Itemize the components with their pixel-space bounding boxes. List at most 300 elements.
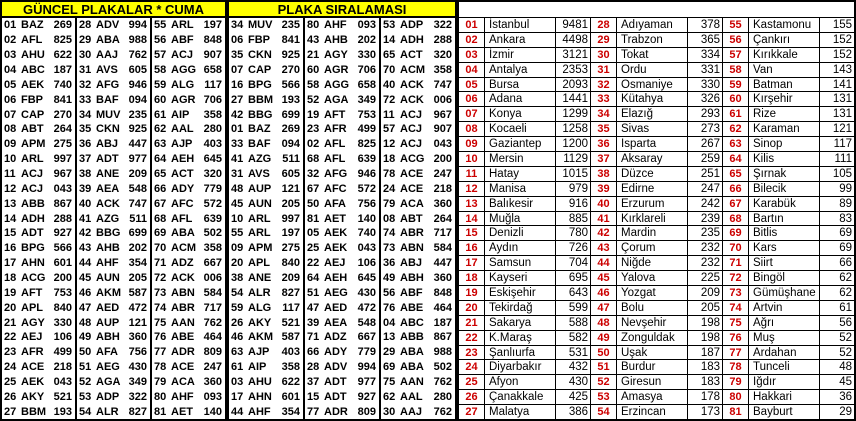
province-rank-number: 29	[591, 33, 617, 47]
province-rank-number: 12	[459, 182, 485, 196]
province-name: Şırnak	[749, 167, 820, 181]
province-plate-count: 695	[568, 272, 588, 285]
province-name: Uşak	[617, 346, 688, 360]
plate-letter-serial: ADY	[324, 346, 348, 359]
province-rank-number: 24	[459, 360, 485, 374]
plate-province-code: 67	[154, 197, 167, 210]
plate-row	[305, 241, 379, 256]
province-name: Karaman	[749, 122, 820, 136]
plate-province-code: 70	[383, 64, 396, 76]
plate-number-serial: 601	[53, 257, 72, 270]
plate-row	[381, 122, 455, 137]
province-rank-number: 37	[591, 152, 617, 166]
province-name: Muş	[749, 331, 820, 345]
province-plate-count: 885	[568, 212, 588, 225]
plate-row	[381, 137, 455, 152]
plate-number-serial: 043	[357, 242, 376, 255]
province-plate-count: 251	[700, 167, 720, 180]
plate-row	[152, 181, 225, 196]
province-plate-count: 2353	[562, 63, 588, 76]
province-plate-count: 141	[832, 78, 852, 91]
plate-letter-serial: AAN	[400, 376, 424, 389]
plate-province-code: 25	[307, 242, 320, 255]
plate-row	[381, 404, 455, 419]
province-plate-count: 1129	[563, 152, 588, 165]
province-rank-row	[723, 301, 854, 316]
province-name: Kütahya	[617, 92, 688, 106]
plate-province-code: 55	[231, 227, 244, 240]
plate-letter-serial: AAN	[171, 316, 195, 329]
plate-number-serial: 717	[433, 227, 452, 240]
plate-number-serial: 988	[433, 346, 452, 359]
province-name: Nevşehir	[617, 316, 688, 330]
plate-number-serial: 043	[53, 376, 72, 389]
plate-row	[2, 345, 75, 360]
plate-province-code: 68	[307, 153, 320, 166]
plate-province-code: 29	[79, 34, 92, 47]
plate-province-code: 75	[154, 316, 167, 329]
plate-letter-serial: CAP	[248, 64, 272, 76]
plate-letter-serial: AGY	[324, 49, 348, 62]
plate-province-code: 12	[4, 182, 17, 195]
plate-row	[381, 92, 455, 107]
plate-letter-serial: ACJ	[400, 108, 423, 121]
plate-province-code: 65	[154, 168, 167, 181]
plate-province-code: 67	[307, 182, 320, 195]
plate-province-code: 15	[307, 390, 320, 403]
plate-row	[2, 285, 75, 300]
province-rank-row	[459, 107, 590, 122]
province-name: Bursa	[485, 78, 556, 92]
plate-letter-serial: ACE	[21, 361, 45, 374]
plate-province-code: 60	[154, 93, 167, 106]
plate-province-code: 63	[154, 138, 167, 151]
plate-row	[305, 404, 379, 419]
plate-row	[152, 285, 225, 300]
plate-number-serial: 235	[128, 108, 147, 121]
province-name: Şanlıurfa	[485, 346, 556, 360]
plate-number-serial: 841	[53, 93, 72, 106]
plate-number-serial: 235	[281, 19, 300, 32]
plate-row	[305, 33, 379, 48]
province-plate-count: 259	[700, 152, 720, 165]
plate-letter-serial: ADP	[400, 19, 424, 32]
province-rank-row	[459, 167, 590, 182]
plate-row	[381, 211, 455, 226]
province-plate-count: 780	[568, 227, 588, 240]
plate-number-serial: 740	[357, 227, 376, 240]
plate-number-serial: 756	[357, 197, 376, 210]
plate-row	[2, 137, 75, 152]
province-rank-column	[591, 18, 723, 419]
plate-row	[2, 256, 75, 271]
plate-letter-serial: AVS	[248, 168, 270, 181]
plate-number-serial: 193	[281, 93, 300, 106]
province-rank-row	[723, 331, 854, 346]
province-name: Bilecik	[749, 182, 820, 196]
plate-row	[381, 18, 455, 33]
plate-number-serial: 288	[433, 34, 452, 47]
plate-row	[2, 375, 75, 390]
province-rank-number: 26	[459, 390, 485, 404]
province-rank-number: 61	[723, 107, 749, 121]
province-rank-number: 23	[459, 346, 485, 360]
plate-row	[381, 285, 455, 300]
plate-letter-serial: AUN	[248, 197, 272, 210]
plate-row	[152, 63, 225, 78]
plate-letter-serial: AKY	[248, 316, 272, 329]
province-rank-row	[591, 360, 722, 375]
plate-province-code: 42	[231, 108, 244, 121]
plate-number-serial: 762	[433, 405, 452, 418]
plate-letter-serial: AEK	[21, 376, 45, 389]
province-rank-number: 50	[591, 346, 617, 360]
plate-letter-serial: ADZ	[324, 331, 347, 344]
plate-province-code: 16	[231, 78, 244, 91]
plate-number-serial: 209	[281, 272, 300, 285]
plate-province-code: 09	[231, 242, 244, 255]
province-rank-number: 33	[591, 92, 617, 106]
province-rank-number: 74	[723, 301, 749, 315]
plate-province-code: 28	[307, 361, 320, 374]
plate-row	[77, 48, 150, 63]
plate-province-code: 37	[79, 153, 92, 166]
province-plate-count: 131	[832, 93, 852, 106]
province-rank-number: 76	[723, 331, 749, 345]
plate-letter-serial: ADT	[21, 227, 44, 240]
plate-ranking-panel	[229, 2, 459, 419]
province-plate-count: 531	[568, 346, 588, 359]
plate-number-serial: 756	[128, 346, 147, 359]
plate-letter-serial: ADH	[21, 212, 45, 225]
plate-number-serial: 358	[203, 242, 222, 255]
plate-province-code: 80	[307, 19, 320, 32]
plate-province-code: 56	[154, 34, 167, 47]
plate-row	[2, 152, 75, 167]
province-rank-row	[591, 226, 722, 241]
plate-row	[381, 271, 455, 286]
plate-row	[229, 375, 303, 390]
province-rank-row	[591, 152, 722, 167]
plate-province-code: 46	[231, 331, 244, 344]
plate-letter-serial: AHU	[248, 376, 272, 389]
province-rank-number: 44	[591, 256, 617, 270]
plate-letter-serial: AEH	[324, 272, 348, 285]
province-rank-row	[591, 241, 722, 256]
plate-letter-serial: AFA	[96, 346, 118, 359]
plate-letter-serial: ADY	[171, 182, 195, 195]
plate-row	[2, 18, 75, 33]
plate-row	[381, 167, 455, 182]
plate-number-serial: 645	[357, 272, 376, 285]
plate-province-code: 25	[4, 376, 17, 389]
plate-number-serial: 521	[53, 390, 72, 403]
plate-province-code: 57	[154, 49, 167, 62]
plate-number-serial: 997	[281, 212, 300, 225]
plate-row	[77, 18, 150, 33]
plate-row	[2, 360, 75, 375]
province-rank-number: 53	[591, 390, 617, 404]
plate-row	[305, 211, 379, 226]
plate-province-code: 13	[383, 331, 396, 344]
plate-letter-serial: ACM	[171, 242, 197, 255]
plate-letter-serial: ACK	[400, 93, 424, 106]
plate-row	[2, 300, 75, 315]
plate-number-serial: 197	[281, 227, 300, 240]
province-rank-number: 77	[723, 346, 749, 360]
province-plate-count: 232	[700, 242, 720, 255]
plate-number-serial: 927	[357, 390, 376, 403]
plate-row	[77, 345, 150, 360]
plate-province-code: 40	[383, 78, 396, 91]
plate-letter-serial: AFG	[96, 78, 120, 91]
province-name: Ankara	[485, 33, 556, 47]
province-rank-row	[459, 256, 590, 271]
plate-number-serial: 848	[433, 286, 452, 299]
plate-province-code: 53	[79, 390, 92, 403]
plate-row	[229, 330, 303, 345]
province-rank-number: 58	[723, 63, 749, 77]
province-rank-number: 45	[591, 271, 617, 285]
plate-row	[305, 63, 379, 78]
province-plate-count: 173	[700, 406, 720, 419]
plate-number-serial: 605	[128, 64, 147, 76]
plate-number-serial: 117	[282, 301, 300, 314]
province-plate-count: 178	[700, 391, 720, 404]
plate-province-code: 66	[154, 182, 167, 195]
plate-letter-serial: ANE	[248, 272, 272, 285]
province-rank-number: 72	[723, 271, 749, 285]
province-plate-count: 89	[839, 197, 852, 210]
province-name: Ordu	[617, 63, 688, 77]
province-rank-row	[723, 226, 854, 241]
province-rank-row	[723, 271, 854, 286]
plate-row	[381, 256, 455, 271]
plate-province-code: 36	[383, 257, 396, 270]
province-rank-number: 16	[459, 241, 485, 255]
plate-letter-serial: ALG	[248, 301, 272, 314]
province-rank-row	[459, 48, 590, 63]
plate-row	[381, 330, 455, 345]
plate-row	[152, 256, 225, 271]
plate-letter-serial: BAZ	[21, 19, 44, 32]
plate-province-code: 51	[307, 286, 320, 299]
province-plate-count: 232	[700, 257, 720, 270]
plate-letter-serial: ACK	[400, 78, 424, 91]
plate-province-code: 63	[231, 346, 244, 359]
plate-province-code: 50	[307, 197, 320, 210]
province-rank-row	[591, 271, 722, 286]
plate-row	[152, 18, 225, 33]
plate-province-code: 33	[231, 138, 244, 151]
plate-number-serial: 275	[53, 138, 72, 151]
plate-number-serial: 094	[281, 138, 300, 151]
plate-letter-serial: AFL	[324, 138, 346, 151]
plate-province-code: 22	[307, 257, 320, 270]
plate-letter-serial: ACJ	[400, 138, 423, 151]
province-name: Kilis	[749, 152, 820, 166]
plate-letter-serial: AVS	[96, 64, 118, 76]
province-plate-count: 1015	[562, 167, 588, 180]
plate-number-serial: 205	[128, 272, 147, 285]
province-name: Bayburt	[749, 405, 820, 419]
province-name: Iğdır	[749, 375, 820, 389]
province-rank-number: 79	[723, 375, 749, 389]
plate-row	[381, 315, 455, 330]
plate-province-code: 02	[307, 138, 320, 151]
plate-province-code: 38	[231, 272, 244, 285]
province-name: Karabük	[749, 197, 820, 211]
plate-number-serial: 706	[203, 93, 222, 106]
province-rank-number: 03	[459, 48, 485, 62]
province-rank-number: 70	[723, 241, 749, 255]
plate-number-serial: 511	[282, 153, 300, 166]
plate-number-serial: 809	[203, 346, 222, 359]
plate-number-serial: 706	[357, 64, 376, 76]
province-rank-row	[723, 360, 854, 375]
plate-province-code: 14	[4, 212, 17, 225]
plate-number-serial: 779	[357, 346, 376, 359]
province-name: Manisa	[485, 182, 556, 196]
plate-province-code: 10	[231, 212, 244, 225]
province-rank-row	[723, 137, 854, 152]
plate-row	[229, 107, 303, 122]
plate-province-code: 13	[4, 197, 17, 210]
plate-row	[229, 48, 303, 63]
province-rank-row	[723, 286, 854, 301]
province-rank-row	[459, 331, 590, 346]
plate-number-serial: 117	[204, 78, 222, 91]
province-plate-count: 105	[832, 167, 852, 180]
province-rank-number: 66	[723, 182, 749, 196]
plate-province-code: 48	[231, 182, 244, 195]
province-rank-number: 41	[591, 212, 617, 226]
province-rank-row	[591, 78, 722, 93]
plate-letter-serial: ARL	[21, 153, 44, 166]
plate-row	[77, 122, 150, 137]
plate-province-code: 77	[154, 346, 167, 359]
province-rank-number: 62	[723, 122, 749, 136]
province-name: Van	[749, 63, 820, 77]
plate-row	[305, 360, 379, 375]
plate-province-code: 19	[307, 108, 320, 121]
province-rank-number: 71	[723, 256, 749, 270]
plate-row	[77, 315, 150, 330]
plate-province-code: 81	[307, 212, 320, 225]
plate-letter-serial: AGG	[324, 78, 350, 91]
plate-letter-serial: AFL	[171, 212, 193, 225]
province-name: Ağrı	[749, 316, 820, 330]
province-name: Kırıkkale	[749, 48, 820, 62]
plate-letter-serial: BBM	[248, 93, 274, 106]
plate-province-code: 01	[231, 123, 244, 136]
province-name: Malatya	[485, 405, 556, 419]
province-rank-row	[459, 152, 590, 167]
plate-letter-serial: ABC	[21, 64, 45, 76]
plate-column	[305, 18, 381, 419]
plate-letter-serial: AET	[171, 405, 193, 418]
plate-number-serial: 447	[433, 257, 452, 270]
plate-number-serial: 187	[53, 64, 72, 76]
plate-number-serial: 043	[433, 138, 452, 151]
plate-number-serial: 762	[433, 376, 452, 389]
plate-letter-serial: AHB	[324, 34, 348, 47]
plate-row	[229, 92, 303, 107]
plate-letter-serial: ADT	[96, 153, 119, 166]
plate-province-code: 54	[231, 286, 244, 299]
plate-province-code: 32	[79, 78, 92, 91]
province-name: Bitlis	[749, 226, 820, 240]
plate-row	[77, 256, 150, 271]
plate-letter-serial: ADH	[400, 34, 424, 47]
province-rank-number: 31	[591, 63, 617, 77]
plate-province-code: 10	[4, 153, 17, 166]
plate-letter-serial: ACA	[171, 376, 195, 389]
plate-number-serial: 658	[203, 64, 222, 76]
plate-number-serial: 349	[128, 376, 147, 389]
province-plate-count: 29	[839, 406, 852, 419]
plate-number-serial: 354	[281, 405, 300, 418]
province-rank-row	[723, 212, 854, 227]
province-ranking-body	[459, 18, 854, 419]
plate-letter-serial: FBP	[248, 34, 270, 47]
province-rank-number: 57	[723, 48, 749, 62]
plate-letter-serial: AZG	[248, 153, 272, 166]
province-plate-count: 52	[839, 346, 852, 359]
plate-number-serial: 825	[53, 34, 72, 47]
province-name: Sinop	[749, 137, 820, 151]
plate-number-serial: 747	[128, 197, 147, 210]
plate-row	[305, 92, 379, 107]
plate-letter-serial: ADT	[324, 376, 347, 389]
plate-letter-serial: ARL	[248, 227, 271, 240]
plate-number-serial: 499	[53, 346, 72, 359]
plate-number-serial: 202	[357, 34, 376, 47]
plate-row	[152, 241, 225, 256]
plate-province-code: 60	[307, 64, 320, 76]
plate-number-serial: 360	[203, 376, 222, 389]
plate-number-serial: 639	[203, 212, 222, 225]
plate-province-code: 61	[154, 108, 167, 121]
plate-number-serial: 572	[357, 182, 376, 195]
plate-column	[152, 18, 225, 419]
plate-province-code: 31	[231, 168, 244, 181]
plate-number-serial: 330	[357, 49, 376, 62]
plate-letter-serial: AEK	[324, 242, 348, 255]
plate-number-serial: 994	[128, 19, 147, 32]
province-rank-number: 05	[459, 78, 485, 92]
plate-letter-serial: ALR	[96, 405, 119, 418]
province-rank-row	[459, 390, 590, 405]
plate-province-code: 07	[231, 64, 244, 76]
plate-row	[305, 137, 379, 152]
plate-number-serial: 867	[53, 197, 72, 210]
province-rank-row	[459, 137, 590, 152]
plate-number-serial: 946	[128, 78, 147, 91]
plate-letter-serial: CKN	[96, 123, 120, 136]
province-rank-number: 69	[723, 226, 749, 240]
plate-province-code: 45	[231, 197, 244, 210]
province-rank-number: 21	[459, 316, 485, 330]
plate-row	[381, 389, 455, 404]
plate-number-serial: 841	[281, 34, 300, 47]
plate-province-code: 44	[231, 405, 244, 418]
plate-number-serial: 572	[203, 197, 222, 210]
plate-row	[381, 360, 455, 375]
plate-letter-serial: ACK	[171, 272, 195, 285]
province-plate-count: 726	[568, 242, 588, 255]
plate-province-code: 22	[4, 331, 17, 344]
